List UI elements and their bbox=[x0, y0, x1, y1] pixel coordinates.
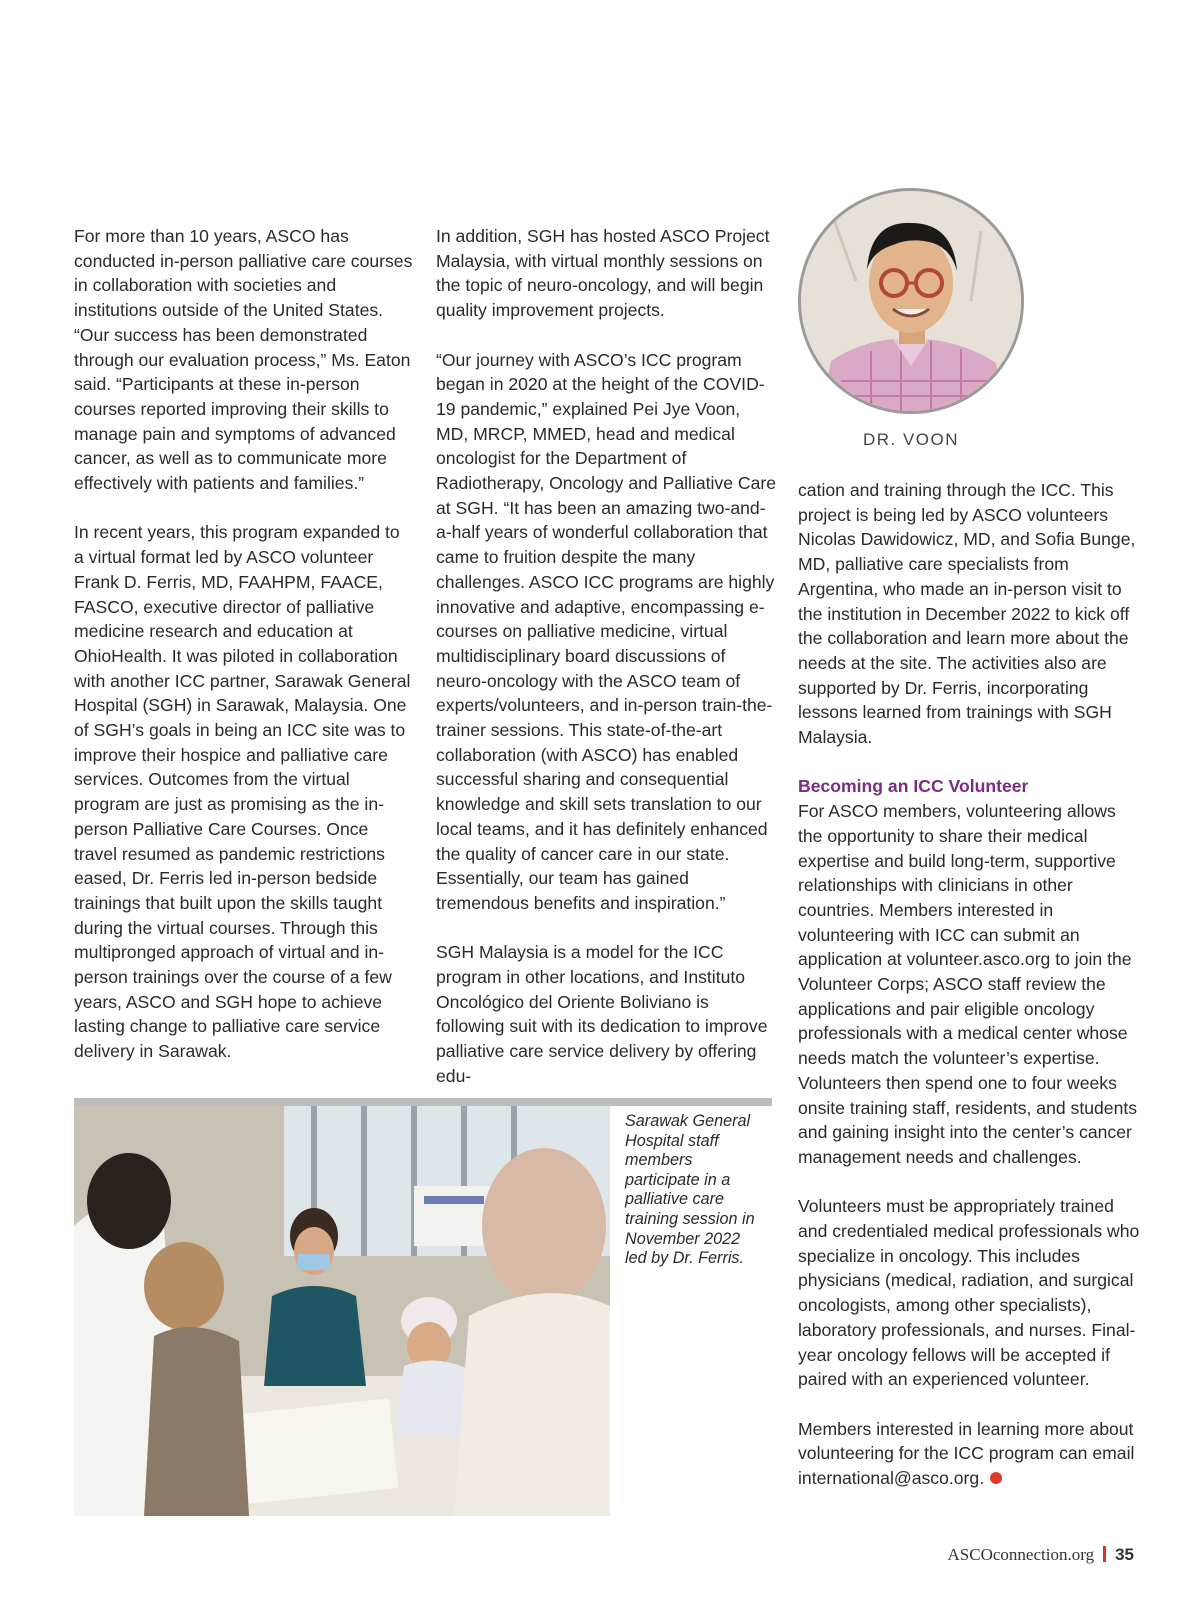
paragraph: cation and training through the ICC. This project is being led by ASCO volunteers Nicolas Dawidowicz, MD, and Sofia Bunge, MD, palliative care specialists from Argentina, who made an in-person visit to the institution in December 2022 to kick off the collaboration and learn more about the needs at the site. The activities also are supported by Dr. Ferris, incorporating lessons learned from trainings with SGH Malaysia. bbox=[798, 480, 1136, 748]
paragraph: For ASCO members, volunteering allows the opportunity to share their medical expertise and build long-term, supportive relationships with clinicians in other countries. Members interested in volunteering with ICC can submit an application at volunteer.asco.org to join the Volunteer Corps; ASCO staff review the applications and pair eligible oncology professionals with a medical center whose needs match the volunteer’s expertise. Volunteers then spend one to four weeks onsite training staff, residents, and students and gaining insight into the center’s cancer management needs and challenges. bbox=[798, 801, 1138, 1167]
article-column-2 bbox=[436, 224, 776, 1089]
photo-caption: Sarawak General Hospital staff members participate in a palliative care training session in November 2022 led by Dr. Ferris. bbox=[625, 1112, 755, 1268]
article-column-3 bbox=[798, 478, 1143, 1491]
portrait-label: DR. VOON bbox=[862, 430, 960, 449]
paragraph: In recent years, this program expanded to a virtual format led by ASCO volunteer Frank D. Ferris, MD, FAAHPM, FAACE, FASCO, executive director of palliative medicine research and education at OhioHealth. It was piloted in collaboration with another ICC partner, Sarawak General Hospital (SGH) in Sarawak, Malaysia. One of SGH’s goals in being an ICC site was to improve their hospice and palliative care services. Outcomes from the virtual program are just as promising as the in-person Palliative Care Courses. Once travel resumed as pandemic restrictions eased, Dr. Ferris led in-person bedside trainings that built upon the skills taught during the virtual courses. Through this multipronged approach of virtual and in-person trainings over the course of a few years, ASCO and SGH hope to achieve lasting change to palliative care service delivery in Sarawak. bbox=[74, 522, 411, 1062]
paragraph: For more than 10 years, ASCO has conducted in-person palliative care courses in collaboration with societies and institutions outside of the United States. “Our success has been demonstrated through our evaluation process,” Ms. Eaton said. “Participants at these in-person courses reported improving their skills to manage pain and symptoms of advanced cancer, as well as to communicate more effectively with patients and families.” bbox=[74, 226, 413, 494]
paragraph: “Our journey with ASCO’s ICC program began in 2020 at the height of the COVID-19 pandemic,” explained Pei Jye Voon, MD, MRCP, MMED, head and medical oncologist for the Department of Radiotherapy, Oncology and Palliative Care at SGH. “It has been an amazing two-and-a-half years of wonderful collaboration that came to fruition despite the many challenges. ASCO ICC programs are highly innovative and adaptive, encompassing e-courses on palliative medicine, virtual multidisciplinary board discussions of neuro-oncology with the ASCO team of experts/volunteers, and in-person train-the-trainer sessions. This state-of-the-art collaboration (with ASCO) has enabled successful sharing and consequential knowledge and skill sets translation to our local teams, and it has definitely enhanced the quality of cancer care in our state. Essentially, our team has gained tremendous benefits and inspiration.” bbox=[436, 349, 777, 913]
paragraph-final bbox=[798, 1417, 1143, 1491]
portrait-illustration bbox=[801, 191, 1021, 411]
page-number: 35 bbox=[1115, 1545, 1134, 1564]
section-heading: Becoming an ICC Volunteer bbox=[798, 776, 1029, 797]
dr-voon-portrait bbox=[798, 188, 1024, 414]
paragraph: SGH Malaysia is a model for the ICC program in other locations, and Instituto Oncológico del Oriente Boliviano is following suit with its dedication to improve palliative care service delivery by offering edu- bbox=[436, 942, 768, 1086]
training-session-photo bbox=[74, 1106, 610, 1516]
end-mark-icon bbox=[990, 1472, 1002, 1484]
paragraph: In addition, SGH has hosted ASCO Project Malaysia, with virtual monthly sessions on the topic of neuro-oncology, and will begin quality improvement projects. bbox=[436, 226, 770, 321]
training-photo-illustration bbox=[74, 1106, 610, 1516]
footer-separator bbox=[1103, 1546, 1106, 1562]
paragraph: Volunteers must be appropriately trained and credentialed medical professionals who specialize in oncology. This includes physicians (medical, radiation, and surgical oncologists, among other specialists), laboratory professionals, and nurses. Final-year oncology fellows will be accepted if paired with an experienced volunteer. bbox=[798, 1196, 1140, 1390]
page-footer bbox=[948, 1545, 1134, 1565]
paragraph-text: Members interested in learning more about volunteering for the ICC program can email international@asco.org. bbox=[798, 1418, 1135, 1489]
footer-site: ASCOconnection.org bbox=[947, 1545, 1095, 1564]
photo-divider bbox=[74, 1098, 772, 1106]
article-column-1 bbox=[74, 224, 414, 1064]
